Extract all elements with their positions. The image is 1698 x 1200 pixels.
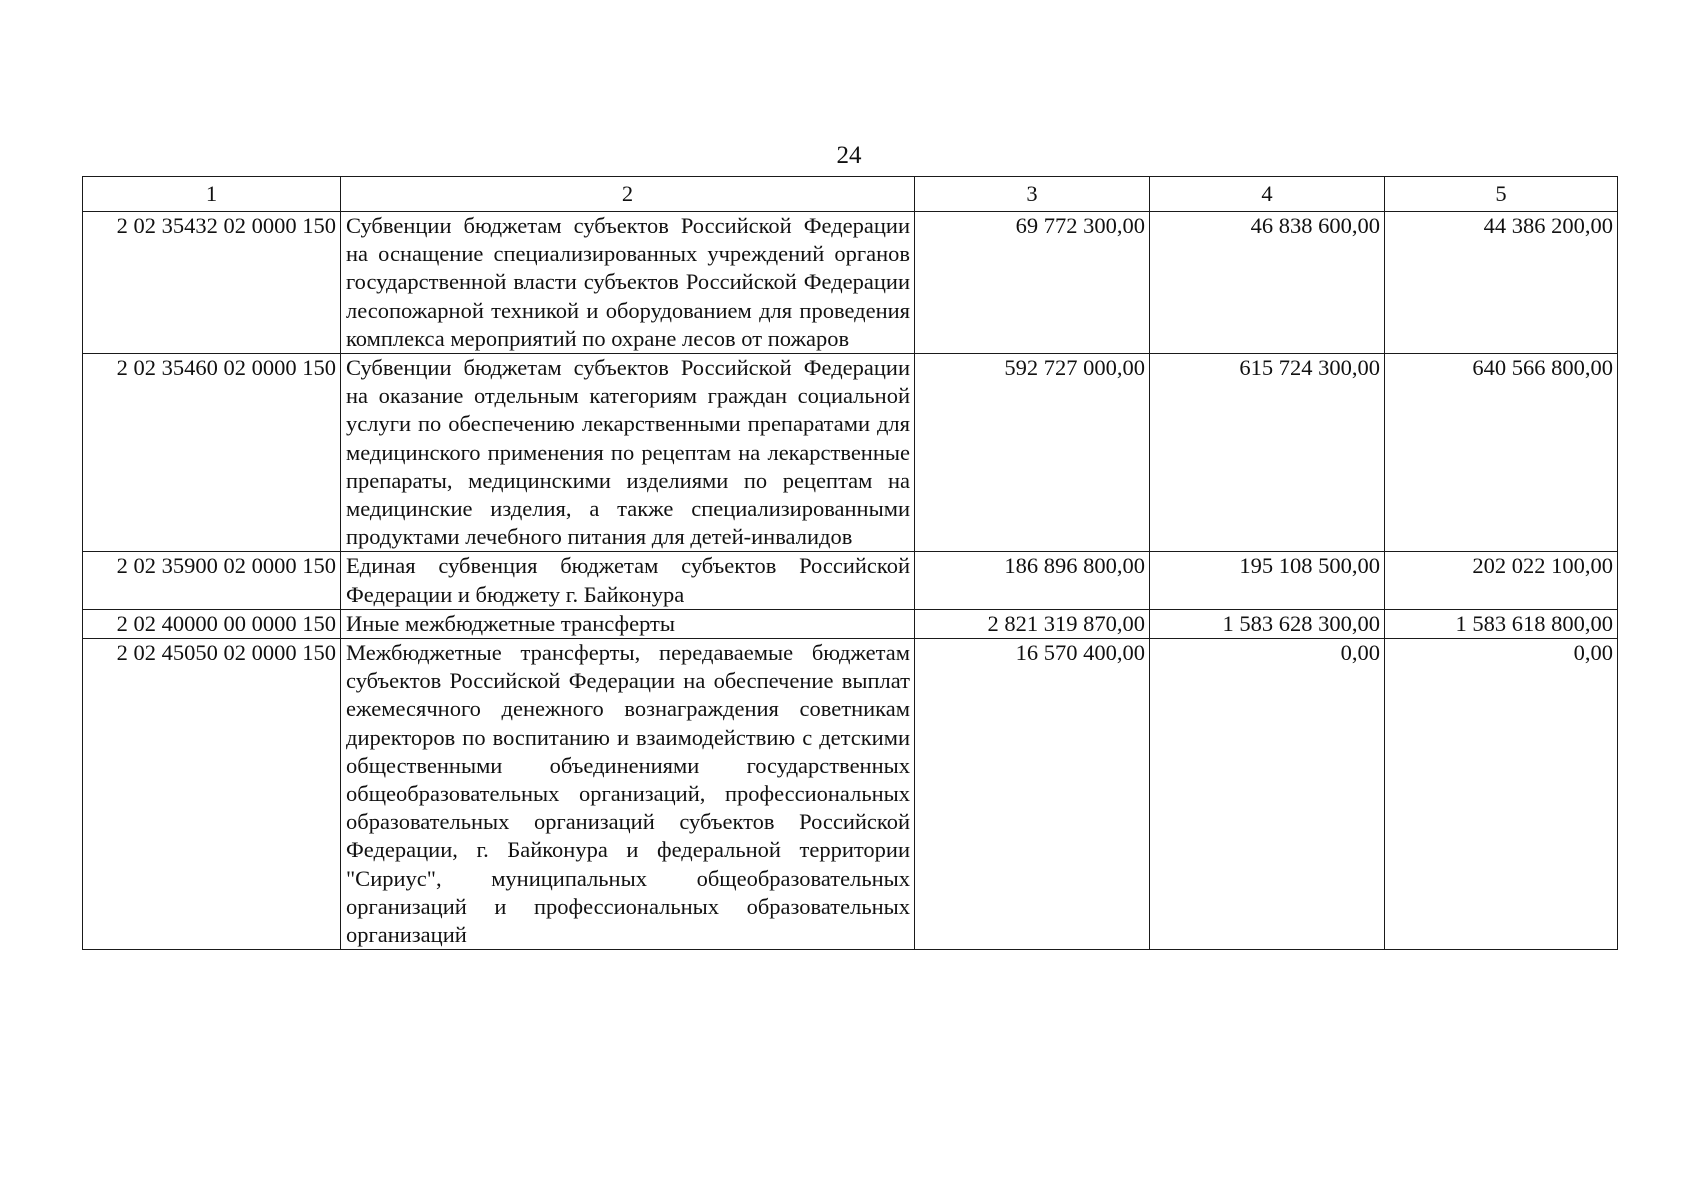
table-row <box>83 552 1618 609</box>
description-cell: Межбюджетные трансферты, передаваемые бюджетам субъектов Российской Федерации на обеспечение выплат ежемесячного денежного вознаграждения советникам директоров по воспитанию и взаимодействию с детскими общественными объединениями государственных общеобразовательных организаций, профессиональных образовательных организаций субъектов Российской Федерации, г. Байконура и федеральной территории "Сириус", муниципальных общеобразовательных организаций и профессиональных образовательных организаций <box>341 639 915 950</box>
description-cell: Субвенции бюджетам субъектов Российской Федерации на оказание отдельным категориям граждан социальной услуги по обеспечению лекарственными препаратами для медицинского применения по рецептам на лекарственные препараты, медицинскими изделиями по рецептам на медицинские изделия, а также специализированными продуктами лечебного питания для детей-инвалидов <box>341 354 915 552</box>
amount-col4-cell: 615 724 300,00 <box>1150 354 1385 552</box>
description-cell: Субвенции бюджетам субъектов Российской Федерации на оснащение специализированных учреждений органов государственной власти субъектов Российской Федерации лесопожарной техникой и оборудованием для проведения комплекса мероприятий по охране лесов от пожаров <box>341 212 915 354</box>
table-row <box>83 609 1618 638</box>
column-header-3: 3 <box>915 177 1150 212</box>
column-header-5: 5 <box>1385 177 1618 212</box>
budget-code-cell: 2 02 45050 02 0000 150 <box>83 639 341 950</box>
amount-col4-cell: 195 108 500,00 <box>1150 552 1385 609</box>
amount-col5-cell: 202 022 100,00 <box>1385 552 1618 609</box>
budget-code-cell: 2 02 35900 02 0000 150 <box>83 552 341 609</box>
budget-table <box>82 176 1618 950</box>
amount-col4-cell: 1 583 628 300,00 <box>1150 609 1385 638</box>
amount-col3-cell: 16 570 400,00 <box>915 639 1150 950</box>
amount-col5-cell: 0,00 <box>1385 639 1618 950</box>
description-cell: Иные межбюджетные трансферты <box>341 609 915 638</box>
amount-col3-cell: 2 821 319 870,00 <box>915 609 1150 638</box>
description-cell: Единая субвенция бюджетам субъектов Российской Федерации и бюджету г. Байконура <box>341 552 915 609</box>
amount-col4-cell: 46 838 600,00 <box>1150 212 1385 354</box>
budget-code-cell: 2 02 35432 02 0000 150 <box>83 212 341 354</box>
amount-col4-cell: 0,00 <box>1150 639 1385 950</box>
budget-code-cell: 2 02 35460 02 0000 150 <box>83 354 341 552</box>
table-header-row <box>83 177 1618 212</box>
table-row <box>83 639 1618 950</box>
amount-col5-cell: 1 583 618 800,00 <box>1385 609 1618 638</box>
column-header-2: 2 <box>341 177 915 212</box>
table-row <box>83 354 1618 552</box>
budget-code-cell: 2 02 40000 00 0000 150 <box>83 609 341 638</box>
column-header-1: 1 <box>83 177 341 212</box>
table-row <box>83 212 1618 354</box>
amount-col3-cell: 592 727 000,00 <box>915 354 1150 552</box>
amount-col3-cell: 186 896 800,00 <box>915 552 1150 609</box>
amount-col5-cell: 44 386 200,00 <box>1385 212 1618 354</box>
page-number: 24 <box>836 142 862 169</box>
amount-col3-cell: 69 772 300,00 <box>915 212 1150 354</box>
column-header-4: 4 <box>1150 177 1385 212</box>
amount-col5-cell: 640 566 800,00 <box>1385 354 1618 552</box>
